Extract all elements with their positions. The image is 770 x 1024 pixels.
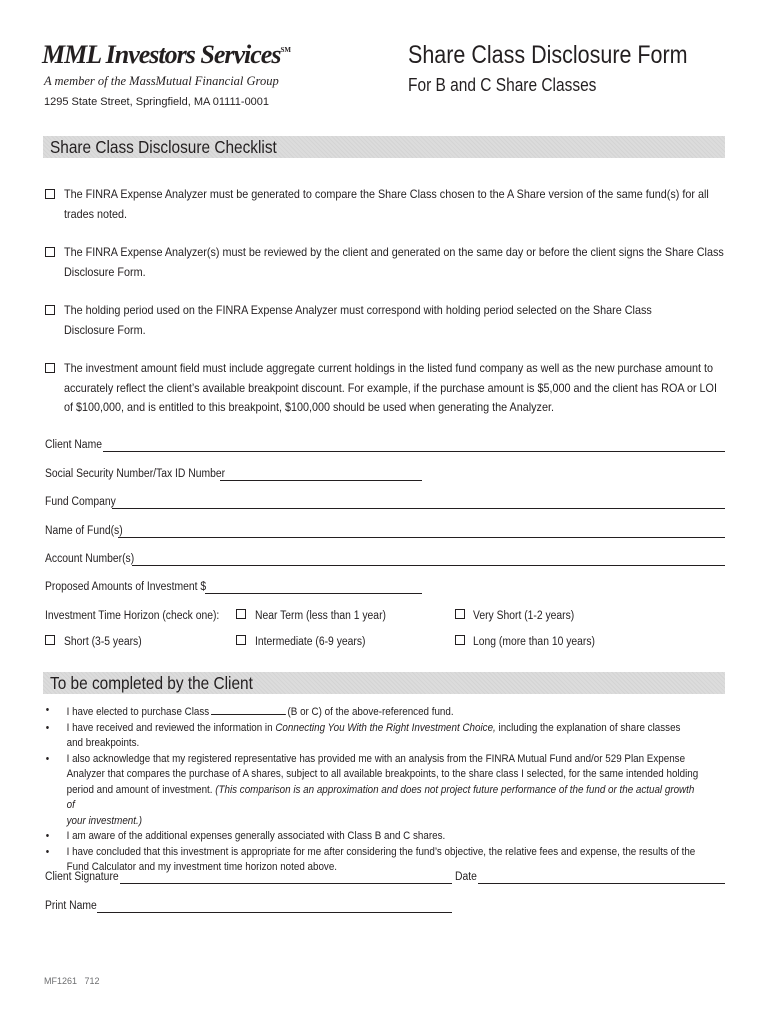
- acknowledgement-5: [44, 845, 705, 876]
- brand-logo: [42, 40, 291, 70]
- checklist-item-3-line-1: The holding period used on the FINRA Expense Analyzer must correspond with holding period selected on the Share Class: [64, 303, 652, 317]
- checklist-checkbox-3[interactable]: [45, 305, 55, 315]
- ssn-label: Social Security Number/Tax ID Number: [45, 468, 226, 480]
- checklist-item-1-line-2: trades noted.: [64, 206, 128, 221]
- acknowledgement-3: [44, 752, 705, 830]
- print-name-field[interactable]: [97, 912, 452, 913]
- client-signature-field[interactable]: [120, 883, 452, 884]
- checklist-item-2-line-1: The FINRA Expense Analyzer(s) must be reviewed by the client and generated on the same day or before the client signs the Share Class: [64, 245, 724, 259]
- tagline: A member of the MassMutual Financial Group: [44, 74, 279, 88]
- checklist-checkbox-4[interactable]: [45, 363, 55, 373]
- ack-2-text-c: and breakpoints.: [66, 737, 140, 749]
- form-title: Share Class Disclosure Form: [408, 41, 688, 69]
- ack-3-line-1: • I also acknowledge that my registered representative has provided me with an analysis from the FINRA Mutual Fund and/or 529 Plan Expense: [66, 752, 686, 765]
- fund-names-field[interactable]: [118, 537, 725, 538]
- proposed-amount-text: Proposed Amounts of Investment: [45, 581, 198, 593]
- checklist-checkbox-2[interactable]: [45, 247, 55, 257]
- short-checkbox[interactable]: [45, 635, 55, 645]
- ack-5-line-2: Fund Calculator and my investment time horizon noted above.: [66, 861, 338, 873]
- form-code: MF1261 712: [44, 976, 100, 986]
- fund-names-label: Name of Fund(s): [45, 525, 123, 537]
- near-term-label: Near Term (less than 1 year): [255, 610, 386, 622]
- ack-3-disclaimer: (This comparison is an approximation and does not project future performance of the fund or the actual growth of: [66, 783, 695, 811]
- checklist-item-4-line-3: of $100,000, and is entitled to this breakpoint, $100,000 should be used when generating the Analyzer.: [64, 400, 554, 414]
- checklist-item-2-line-2: Disclosure Form.: [64, 264, 146, 279]
- ack-2-text-b: including the explanation of share classes: [498, 721, 681, 734]
- checklist-item-3: [64, 301, 730, 340]
- account-numbers-label: Account Number(s): [45, 553, 135, 565]
- checklist-item-4-line-1: The investment amount field must include aggregate current holdings in the listed fund company as well as the new purchase amount to: [64, 361, 713, 375]
- brand-name: MML Investors Services: [42, 40, 281, 69]
- checklist-item-4: [64, 359, 730, 418]
- very-short-checkbox[interactable]: [455, 609, 465, 619]
- ack-4-text: I am aware of the additional expenses generally associated with Class B and C shares.: [66, 830, 446, 842]
- very-short-label: Very Short (1-2 years): [473, 610, 575, 622]
- checklist-section-header: [43, 136, 725, 158]
- intermediate-label: Intermediate (6-9 years): [255, 636, 366, 648]
- client-name-field[interactable]: [103, 451, 725, 452]
- near-term-checkbox[interactable]: [236, 609, 246, 619]
- client-section-header: [43, 672, 725, 694]
- ack-3-line-3: [67, 783, 706, 814]
- checklist-item-4-line-2: accurately reflect the client’s available breakpoint discount. For example, if the purchase amount is $5,000 and the client has ROA or LOI: [64, 380, 717, 395]
- intermediate-checkbox[interactable]: [236, 635, 246, 645]
- address: 1295 State Street, Springfield, MA 01111-0001: [44, 96, 270, 108]
- client-signature-label: Client Signature: [45, 871, 119, 883]
- long-checkbox[interactable]: [455, 635, 465, 645]
- date-label: Date: [455, 871, 477, 883]
- date-field[interactable]: [478, 883, 725, 884]
- fund-company-label: Fund Company: [45, 496, 116, 508]
- ssn-field[interactable]: [220, 480, 422, 481]
- form-subtitle: For B and C Share Classes: [408, 75, 597, 95]
- checklist-item-1: [64, 185, 730, 224]
- ack-1-text-a: I have elected to purchase Class: [66, 706, 210, 718]
- checklist-item-2: [64, 243, 730, 282]
- checklist-item-1-line-1: The FINRA Expense Analyzer must be generated to compare the Share Class chosen to the A Share version of the same fund(s) for all: [64, 187, 709, 201]
- acknowledgement-2: [44, 721, 705, 752]
- share-class-field[interactable]: [211, 703, 286, 715]
- ack-2-text-a: I have received and reviewed the information in: [66, 721, 273, 734]
- service-mark: SM: [280, 46, 291, 54]
- client-name-label: Client Name: [45, 439, 102, 451]
- checklist-checkbox-1[interactable]: [45, 189, 55, 199]
- ack-1-text-b: (B or C) of the above-referenced fund.: [287, 706, 454, 718]
- currency-symbol: $: [200, 581, 207, 593]
- ack-3-line-2: Analyzer that compares the purchase of A shares, subject to all available breakpoints, to the share class I selected, for the same intended holding: [66, 768, 699, 780]
- ack-3-text-c: period and amount of investment.: [66, 783, 213, 796]
- ack-5-line-1: • I have concluded that this investment is appropriate for me after considering the fund’s objective, the relative fees and expense, the results of the: [66, 845, 696, 858]
- checklist-item-3-line-2: Disclosure Form.: [64, 322, 146, 337]
- proposed-amount-label: [45, 581, 206, 593]
- client-section-heading: To be completed by the Client: [50, 673, 253, 693]
- ack-3-line-4: your investment.): [66, 814, 143, 827]
- acknowledgement-1: [44, 703, 705, 721]
- long-label: Long (more than 10 years): [473, 636, 595, 648]
- time-horizon-label: Investment Time Horizon (check one):: [45, 610, 220, 622]
- checklist-heading: Share Class Disclosure Checklist: [50, 137, 277, 157]
- fund-company-field[interactable]: [112, 508, 725, 509]
- ack-2-publication-title: Connecting You With the Right Investment Choice,: [275, 721, 496, 734]
- proposed-amount-field[interactable]: [205, 593, 422, 594]
- print-name-label: Print Name: [45, 900, 97, 912]
- acknowledgement-4: [44, 829, 705, 845]
- client-acknowledgements: [44, 703, 705, 876]
- account-numbers-field[interactable]: [132, 565, 725, 566]
- short-label: Short (3-5 years): [64, 636, 142, 648]
